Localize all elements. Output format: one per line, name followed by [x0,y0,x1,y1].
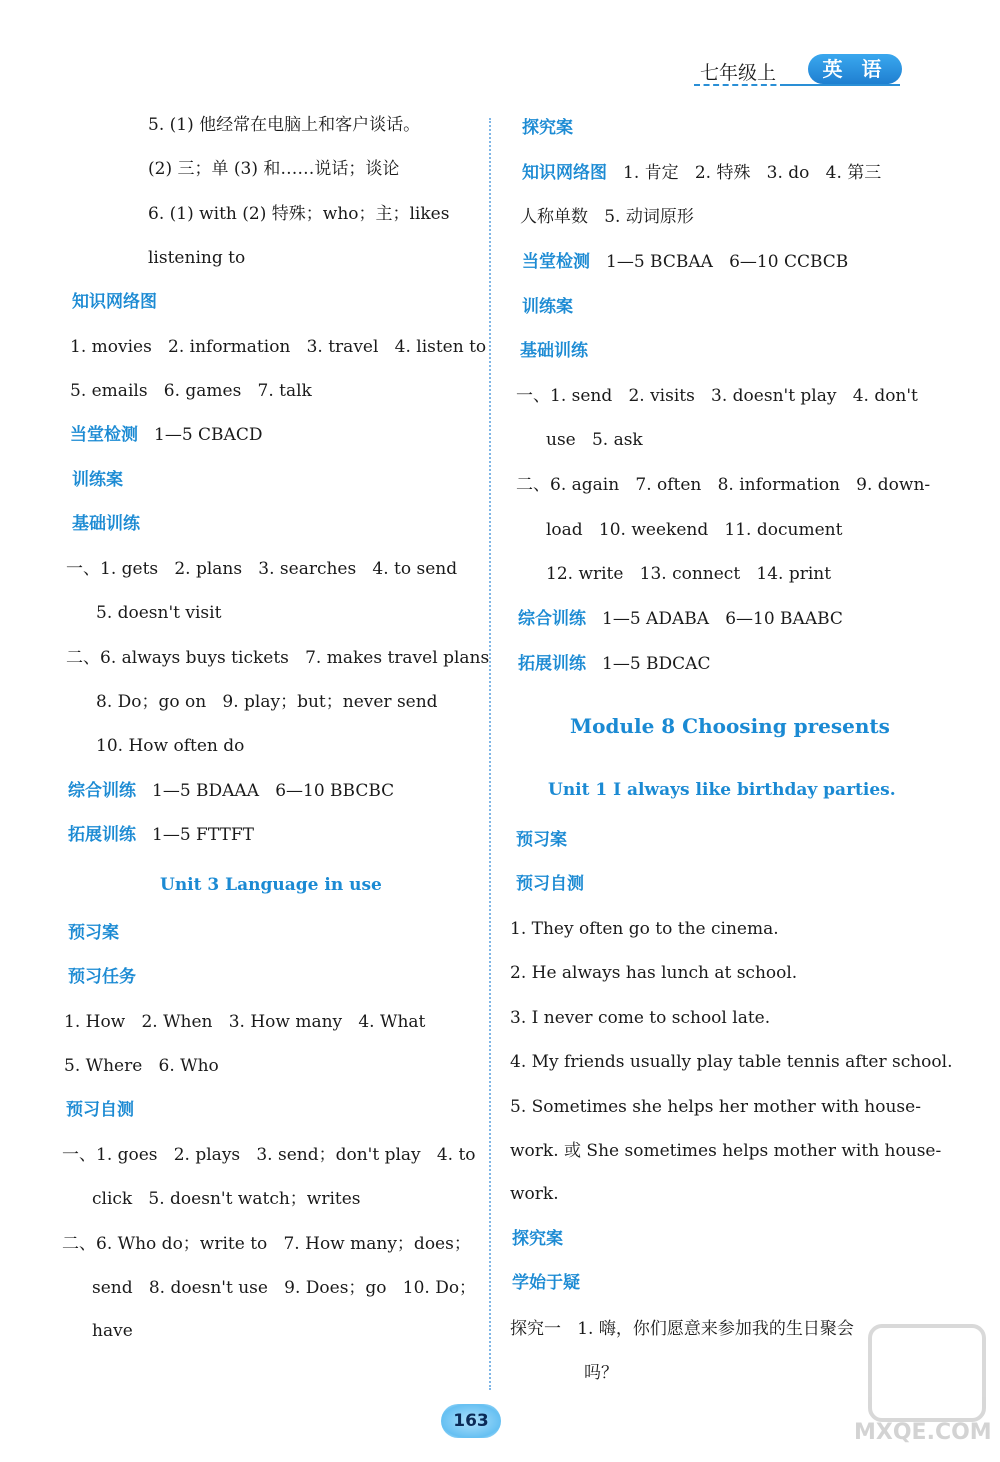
section-heading: 探究案 [512,1229,563,1249]
answer-text: 12. write 13. connect 14. print [546,564,832,584]
answer-text: 1—5 ADABA 6—10 BAABC [602,609,843,629]
answer-text: click 5. doesn't watch；writes [92,1189,361,1209]
answer-text: 2. He always has lunch at school. [510,963,798,983]
unit-title: Unit 1 I always like birthday parties. [548,780,896,800]
answer-line [510,1318,854,1340]
answer-line [92,1320,133,1342]
answer-line [510,1007,770,1029]
answer-line [546,519,842,541]
answer-text: 1. movies 2. information 3. travel 4. listen to [70,337,487,357]
answer-text: 8. Do；go on 9. play；but；never send [96,692,438,712]
answer-line [516,385,918,407]
answer-text: 1—5 BCBAA 6—10 CCBCB [606,252,849,272]
section-heading: 综合训练 [518,609,586,629]
section-heading: 预习自测 [66,1100,134,1120]
labeled-answer-line [518,653,710,675]
header-rule-dashed [694,84,786,86]
answer-line [64,1055,219,1077]
answer-text: 6. (1) with (2) 特殊；who；主；likes [148,204,450,224]
answer-text: 5. Sometimes she helps her mother with house- [510,1097,921,1117]
answer-line [510,1096,921,1118]
answer-line [66,647,489,669]
answer-line [546,429,643,451]
labeled-answer-line [518,608,843,630]
answer-line [520,206,694,228]
answer-line [66,558,457,580]
section-heading: 综合训练 [68,781,136,801]
section-heading: 训练案 [72,470,123,490]
page-header [688,52,908,92]
answer-text: 探究一 1. 嗨，你们愿意来参加我的生日聚会 [510,1319,854,1339]
answer-text: 1—5 BDCAC [602,654,711,674]
section-heading: 预习任务 [68,967,136,987]
answer-text: 5. Where 6. Who [64,1056,219,1076]
answer-text: 5. emails 6. games 7. talk [70,381,312,401]
answer-text: 人称单数 5. 动词原形 [520,207,694,227]
answer-text: have [92,1321,133,1341]
answer-text: use 5. ask [546,430,643,450]
answer-text: 一、1. send 2. visits 3. doesn't play 4. don't [516,386,918,406]
answer-line [64,1011,425,1033]
answer-line [584,1362,618,1384]
answer-text: work. [510,1184,559,1204]
answer-text: 1. 肯定 2. 特殊 3. do 4. 第三 [623,163,882,183]
answer-text: 5. doesn't visit [96,603,222,623]
answer-line [92,1277,476,1299]
section-heading: 学始于疑 [512,1273,580,1293]
answer-line [546,563,831,585]
labeled-answer-line [68,824,254,846]
answer-line [96,602,221,624]
answer-text: 1—5 BDAAA 6—10 BBCBC [152,781,395,801]
grade-label: 七年级上 [700,62,777,84]
header-rule-solid [786,84,900,86]
module-title: Module 8 Choosing presents [570,714,890,738]
labeled-answer-line [70,424,262,446]
answer-text: 1. They often go to the cinema. [510,919,779,939]
answer-line [92,1188,361,1210]
section-heading: 预习自测 [516,874,584,894]
answer-line [70,380,312,402]
labeled-answer-line [522,251,848,273]
section-heading: 基础训练 [520,341,588,361]
answer-line [148,158,399,180]
answer-line [510,918,779,940]
answer-text: 吗？ [584,1363,618,1383]
answer-line [516,474,930,496]
subject-badge: 英 语 [808,54,902,84]
answer-text: 5. (1) 他经常在电脑上和客户谈话。 [148,115,421,135]
section-heading: 预习案 [68,923,119,943]
answer-line [510,1051,952,1073]
answer-text: 4. My friends usually play table tennis after school. [510,1052,953,1072]
answer-line [96,735,244,757]
page-number: 163 [441,1404,501,1438]
section-heading: 当堂检测 [70,425,138,445]
answer-line [510,1183,559,1205]
column-divider [489,118,491,1390]
section-heading: 探究案 [522,118,573,138]
answer-text: 一、1. gets 2. plans 3. searches 4. to send [66,559,458,579]
answer-text: 二、6. always buys tickets 7. makes travel plans [66,648,490,668]
section-heading: 知识网络图 [522,163,607,183]
watermark [854,1322,994,1450]
answer-line [62,1233,471,1255]
answer-text: send 8. doesn't use 9. Does；go 10. Do； [92,1278,477,1298]
answer-text: 1—5 CBACD [154,425,263,445]
answer-line [148,247,245,269]
answer-text: work. 或 She sometimes helps mother with house- [510,1141,942,1161]
section-heading: 拓展训练 [68,825,136,845]
section-heading: 当堂检测 [522,252,590,272]
answer-line [148,203,449,225]
answer-line [510,1140,941,1162]
section-heading: 拓展训练 [518,654,586,674]
answer-text: load 10. weekend 11. document [546,520,843,540]
answer-line [510,962,797,984]
answer-text: 1—5 FTTFT [152,825,254,845]
watermark-text: MXQE.COM [854,1420,992,1445]
answer-text: listening to [148,248,246,268]
section-heading: 预习案 [516,830,567,850]
answer-line [96,691,438,713]
answer-line [62,1144,476,1166]
section-heading: 基础训练 [72,514,140,534]
answer-text: 二、6. Who do；write to 7. How many；does； [62,1234,471,1254]
answer-text: 10. How often do [96,736,245,756]
labeled-answer-line [522,162,881,184]
answer-text: 二、6. again 7. often 8. information 9. down- [516,475,931,495]
section-heading: 知识网络图 [72,292,157,312]
answer-text: 一、1. goes 2. plays 3. send；don't play 4. to [62,1145,476,1165]
answer-text: 1. How 2. When 3. How many 4. What [64,1012,426,1032]
answer-text: 3. I never come to school late. [510,1008,771,1028]
answer-line [148,114,420,136]
labeled-answer-line [68,780,394,802]
section-heading: 训练案 [522,297,573,317]
answer-text: (2) 三；单 (3) 和……说话；谈论 [148,159,400,179]
watermark-logo-icon [868,1324,986,1422]
unit-title: Unit 3 Language in use [160,875,382,895]
answer-line [70,336,486,358]
